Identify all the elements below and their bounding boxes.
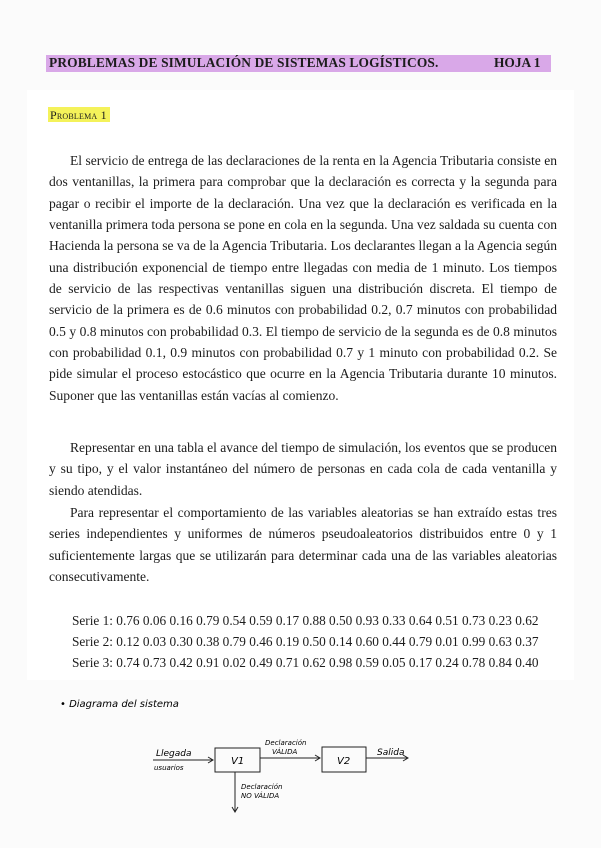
valid-status-label: VÁLIDA: [272, 748, 298, 756]
window-1-label: V1: [231, 756, 245, 767]
problem-paragraph-2: Representar en una tabla el avance del tiempo de simulación, los eventos que se producen y su tipo, y el valor instantáneo del número de personas en cada cola de cada ventanilla y siendo atendidas.: [49, 440, 557, 498]
series-2: Serie 2: 0.12 0.03 0.30 0.38 0.79 0.46 0.19 0.50 0.14 0.60 0.44 0.79 0.01 0.99 0.63 0.37: [72, 633, 539, 649]
problem-paragraph-1: El servicio de entrega de las declaraciones de la renta en la Agencia Tributaria consiste en dos ventanillas, la primera para comprobar que la declaración es correcta y la segunda para pagar o recibir el importe de la declaración. Una vez que la declaración es verificada en la ventanilla primera toda persona se pone en cola en la segunda. Una vez saldada su cuenta con Hacienda la persona se va de la Agencia Tributaria. Los declarantes llegan a la Agencia según una distribución exponencial de tiempo entre llegadas con media de 1 minuto. Los tiempos de servicio de las respectivas ventanillas siguen una distribución discreta. El tiempo de servicio de la primera es de 0.6 minutos con probabilidad 0.2, 0.7 minutos con probabilidad 0.5 y 0.8 minutos con probabilidad 0.3. El tiempo de servicio de la segunda es de 0.8 minutos con probabilidad 0.1, 0.9 minutos con probabilidad 0.7 y 1 minuto con probabilidad 0.2. Se pide simular el proceso estocástico que ocurre en la Agencia Tributaria durante 10 minutos. Suponer que las ventanillas están vacías al comienzo.: [49, 153, 557, 403]
series-3: Serie 3: 0.74 0.73 0.42 0.91 0.02 0.49 0.71 0.62 0.98 0.59 0.05 0.17 0.24 0.78 0.84 0.40: [72, 654, 539, 670]
valid-label: Declaración: [265, 739, 307, 747]
invalid-status-label: NO VÁLIDA: [241, 792, 280, 800]
users-label: usuarios: [154, 764, 184, 772]
invalid-label: Declaración: [241, 783, 283, 791]
diagram-title: • Diagrama del sistema: [60, 699, 179, 710]
series-1: Serie 1: 0.76 0.06 0.16 0.79 0.54 0.59 0.17 0.88 0.50 0.93 0.33 0.64 0.51 0.73 0.23 0.62: [72, 613, 539, 628]
problem-paragraph-3: Para representar el comportamiento de las variables aleatorias se han extraído estas tres series independientes y uniformes de números pseudoaleatorios distribuidos entre 0 y 1 suficientemente largas que se utilizarán para determinar cada una de las variables aleatorias consecutivamente.: [49, 505, 557, 585]
problem-heading: Problema 1: [48, 107, 110, 122]
exit-label: Salida: [377, 748, 405, 758]
document-title: PROBLEMAS DE SIMULACIÓN DE SISTEMAS LOGÍSTICOS.: [49, 55, 439, 70]
arrival-label: Llegada: [156, 749, 192, 759]
sheet-number: HOJA 1: [494, 55, 541, 70]
window-2-label: V2: [337, 756, 351, 767]
